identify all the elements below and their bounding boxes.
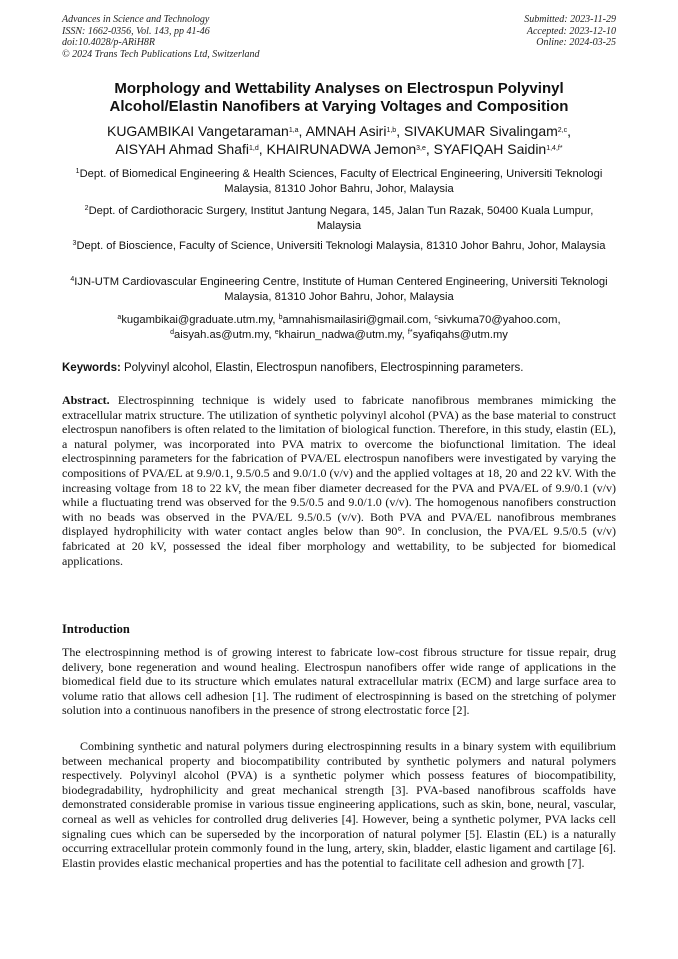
abstract [62, 393, 616, 568]
email-link[interactable]: syafiqahs@utm.my [412, 328, 508, 341]
journal-info [62, 14, 260, 60]
doi: doi:10.4028/p-ARiH8R [62, 37, 156, 48]
author-name: SYAFIQAH Saidin [433, 141, 547, 157]
abstract-label: Abstract. [62, 393, 110, 407]
publication-dates [524, 14, 616, 49]
author-affil-mark: 1,a [288, 127, 299, 134]
issn: ISSN: 1662-0356, Vol. 143, pp 41-46 [62, 25, 210, 37]
submitted-date: Submitted: 2023-11-29 [524, 14, 616, 25]
abstract-text: Electrospinning technique is widely used to fabricate nanofibrous membranes mimicking the extracellular matrix structure. The utilization of synthetic polyvinyl alcohol (PVA) as the base material to construct electrospun nanofibers is often related to the limitation of biological function. Therefore, in this study, elastin (EL), a natural polymer, was incorporated into PVA matrix to overcome the biofunctional limitation. The ideal electrospinning parameters for the fabrication of PVA/EL electrospun nanofibers were investigated by varying the compositions of PVA/EL at 9.9/0.1, 9.5/0.5 and 9.0/1.0 (v/v) and the applied voltages at 18, 20 and 22 kV. With the increasing voltage from 18 to 22 kV, the mean fiber diameter decreased for the PVA and PVA/EL of 9.9/0.1 (v/v) while a fluctuating trend was observed for the 9.5/0.5 and 9.0/1.0 (v/v). The homogenous nanofibers construction with no beads was observed in the PVA/EL 9.5/0.5 (v/v). Both PVA and PVA/EL nanofibrous membranes displayed hydrophilicity with water contact angles below than 90°. In conclusion, the PVA/EL 9.5/0.5 (v/v) fabricated at 20 kV, possessed the ideal fiber morphology and wettability, to be subjected for biomedical applications. [62, 393, 616, 568]
author-affil-mark: 1,b [386, 127, 397, 134]
paper-title [40, 80, 638, 116]
email-link[interactable]: amnahismailasiri@gmail.com, [282, 314, 432, 326]
author-name: AISYAH Ahmad Shafi [115, 141, 249, 157]
title-line-2: Alcohol/Elastin Nanofibers at Varying Voltages and Composition [109, 98, 569, 115]
intro-paragraph-2: Combining synthetic and natural polymers during electrospinning results in a binary system with equilibrium between mechanical property and biocompatibility contributed by synthetic polymers and natural polymers respectively. Polyvinyl alcohol (PVA) is a synthetic polymer which possess features of biocompatibility, biodegradability, hydrophilicity and great mechanical strength [3]. PVA-based nanofibrous scaffolds have demonstrated considerable promise in various tissue engineering applications, such as skin, bone, neural, vascular, corneal as well as vehicles for controlled drug deliveries [4]. However, being a synthetic polymer, PVA lacks cell signaling cues which can be superseded by the incorporation of natural polymer [5]. Elastin (EL) is a naturally occurring extracellular protein commonly found in the lung, artery, skin, bladder, elastic ligament and cartilage [6]. Elastin provides elastic mechanical properties and has the potential to facilitate cell adhesion and growth [7]. [62, 739, 616, 870]
affiliation-3: $^3$Dept. of Bioscience, Faculty of Science, Universiti Teknologi Malaysia, 81310 Johor Bahru, Johor, Malaysia [72, 240, 606, 252]
email-link[interactable]: aisyah.as@utm.my, [174, 328, 272, 341]
affiliation-4: $^4$IJN-UTM Cardiovascular Engineering Centre, Institute of Human Centered Engineering, Universiti Teknologi Malaysia, 81310 Johor Bahru, Johor, Malaysia [70, 276, 608, 303]
copyright: © 2024 Trans Tech Publications Ltd, Switzerland [62, 48, 260, 60]
intro-paragraph-1: The electrospinning method is of growing interest to fabricate low-cost fibrous structure for tissue repair, drug delivery, bone regeneration and wound healing. Electrospun nanofibers offer wide range of applications in the biomedical field due to its structure which emulates natural extracellular matrix (ECM) and large surface area to volume ratio that allows cell adhesion [1]. The rudiment of electrospinning is based on the stretching of polymer solution into a continuous nanofibers in the presence of strong electrostatic force [2]. [62, 645, 616, 718]
author-list: KUGAMBIKAI Vangetaraman$^{1,a}$, AMNAH Asiri$^{1,b}$, SIVAKUMAR Sivalingam$^{2,c}$, AISYAH Ahmad Shafi$^{1,d}$, KHAIRUNADWA Jemon$^{3,e}$, SYAFIQAH Saidin$^{1,4,f*}$ [106, 123, 572, 157]
author-affil-mark: 3,e [416, 145, 426, 152]
keywords [62, 361, 616, 375]
email-link[interactable]: khairun_nadwa@utm.my, [278, 328, 405, 341]
author-name: KHAIRUNADWA Jemon [266, 141, 417, 157]
author-affil-mark: 2,c [557, 127, 568, 134]
accepted-date: Accepted: 2023-12-10 [526, 25, 616, 37]
author-name: SIVAKUMAR Sivalingam [403, 123, 558, 139]
author-affil-mark: 1,4,f* [546, 145, 563, 152]
keywords-text: Polyvinyl alcohol, Elastin, Electrospun nanofibers, Electrospinning parameters. [120, 362, 524, 374]
author-name: AMNAH Asiri [305, 123, 387, 139]
email-link[interactable]: kugambikai@graduate.utm.my, [121, 314, 276, 326]
journal-name: Advances in Science and Technology [62, 14, 210, 25]
affiliation-1: $^1$Dept. of Biomedical Engineering & Health Sciences, Faculty of Electrical Engineering, Universiti Teknologi Malaysia, 81310 Johor Bahru, Johor, Malaysia [75, 168, 603, 195]
affiliation-2: $^2$Dept. of Cardiothoracic Surgery, Institut Jantung Negara, 145, Jalan Tun Razak, 50400 Kuala Lumpur, Malaysia [84, 205, 594, 232]
title-line-1: Morphology and Wettability Analyses on Electrospun Polyvinyl [114, 80, 564, 97]
author-affil-mark: 1,d [249, 145, 259, 152]
author-name: KUGAMBIKAI Vangetaraman [106, 123, 289, 139]
keywords-label: Keywords: [62, 362, 121, 374]
email-link[interactable]: sivkuma70@yahoo.com, [437, 314, 561, 326]
section-heading-introduction: Introduction [62, 622, 130, 636]
email-list: $^a$kugambikai@graduate.utm.my, $^b$amnahismailasiri@gmail.com, $^c$sivkuma70@yahoo.com, $^d$aisyah.as@utm.my, $^e$khairun_nadwa@utm.my, $^{f*}$syafiqahs@utm.my [117, 314, 561, 341]
online-date: Online: 2024-03-25 [536, 37, 616, 48]
